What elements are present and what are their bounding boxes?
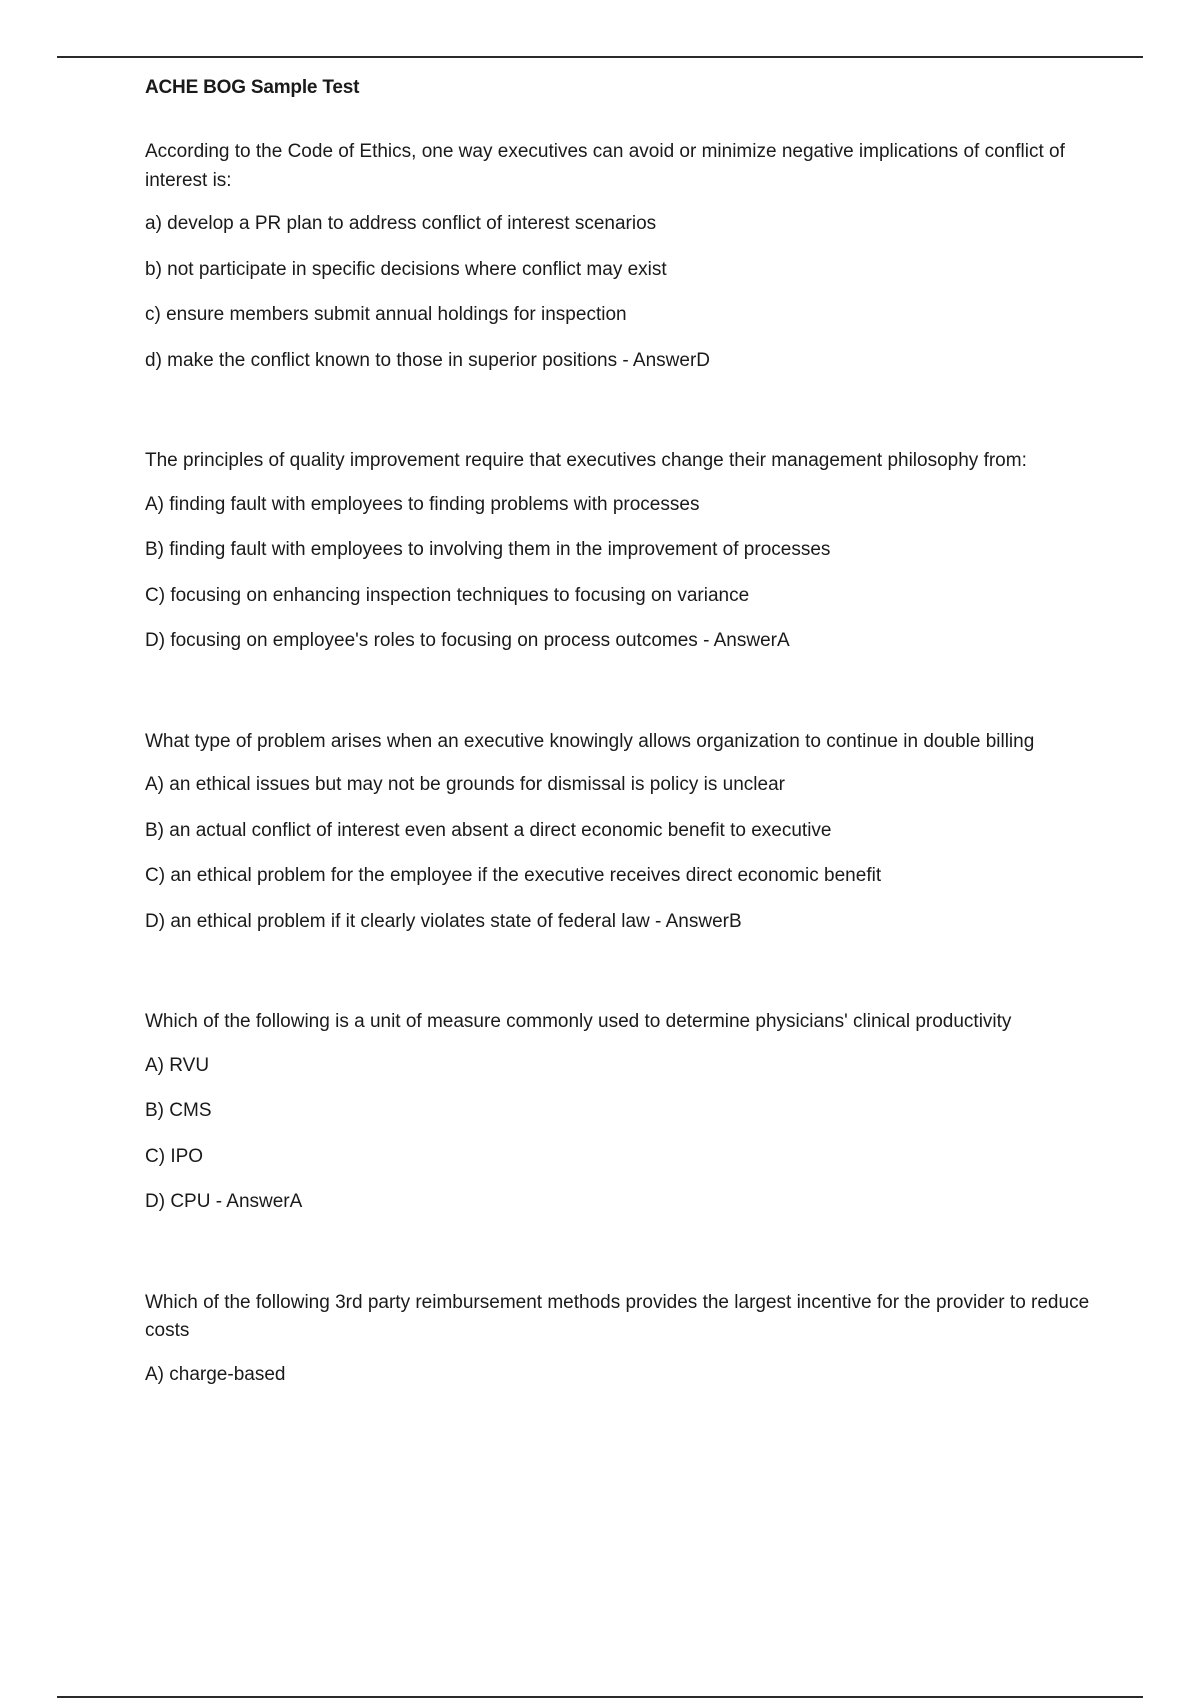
answer-option: A) finding fault with employees to finding problems with processes [145,493,700,515]
question-stem: The principles of quality improvement require that executives change their management philosophy from: [145,450,1027,471]
question-block [145,728,1095,937]
answer-options [145,491,1095,656]
question-block [145,1289,1095,1390]
answer-options [145,771,1095,936]
document-body [145,74,1095,1461]
footer-rule [57,1696,1143,1698]
answer-option: D) CPU - AnswerA [145,1191,303,1212]
answer-option: D) focusing on employee's roles to focusing on process outcomes - AnswerA [145,630,790,651]
answer-option: b) not participate in specific decisions where conflict may exist [145,258,667,280]
answer-option: A) charge-based [145,1363,286,1385]
answer-option: C) IPO [145,1145,204,1167]
question-stem: According to the Code of Ethics, one way executives can avoid or minimize negative implications of conflict of interest is: [145,141,1065,191]
answer-option: a) develop a PR plan to address conflict of interest scenarios [145,213,657,234]
question-stem: Which of the following is a unit of measure commonly used to determine physicians' clinical productivity [145,1011,1012,1032]
answer-option: A) an ethical issues but may not be grounds for dismissal is policy is unclear [145,774,785,795]
answer-options [145,210,1095,375]
answer-option: A) RVU [145,1054,210,1076]
question-stem: Which of the following 3rd party reimbursement methods provides the largest incentive for the provider to reduce costs [145,1291,1090,1341]
question-block [145,1008,1095,1217]
question-stem: What type of problem arises when an executive knowingly allows organization to continue in double billing [145,730,1035,752]
header-rule [57,56,1143,58]
answer-options [145,1052,1095,1217]
document-title: ACHE BOG Sample Test [145,77,360,98]
answer-option: C) an ethical problem for the employee if the executive receives direct economic benefit [145,865,882,886]
question-block [145,138,1095,375]
answer-option: d) make the conflict known to those in superior positions - AnswerD [145,349,710,371]
question-block [145,447,1095,656]
answer-option: C) focusing on enhancing inspection techniques to focusing on variance [145,584,750,606]
answer-option: c) ensure members submit annual holdings for inspection [145,304,627,325]
answer-option: B) finding fault with employees to involving them in the improvement of processes [145,539,831,560]
answer-option: D) an ethical problem if it clearly violates state of federal law - AnswerB [145,910,742,932]
answer-option: B) an actual conflict of interest even absent a direct economic benefit to executive [145,819,832,841]
answer-options [145,1361,1095,1390]
answer-option: B) CMS [145,1100,212,1121]
